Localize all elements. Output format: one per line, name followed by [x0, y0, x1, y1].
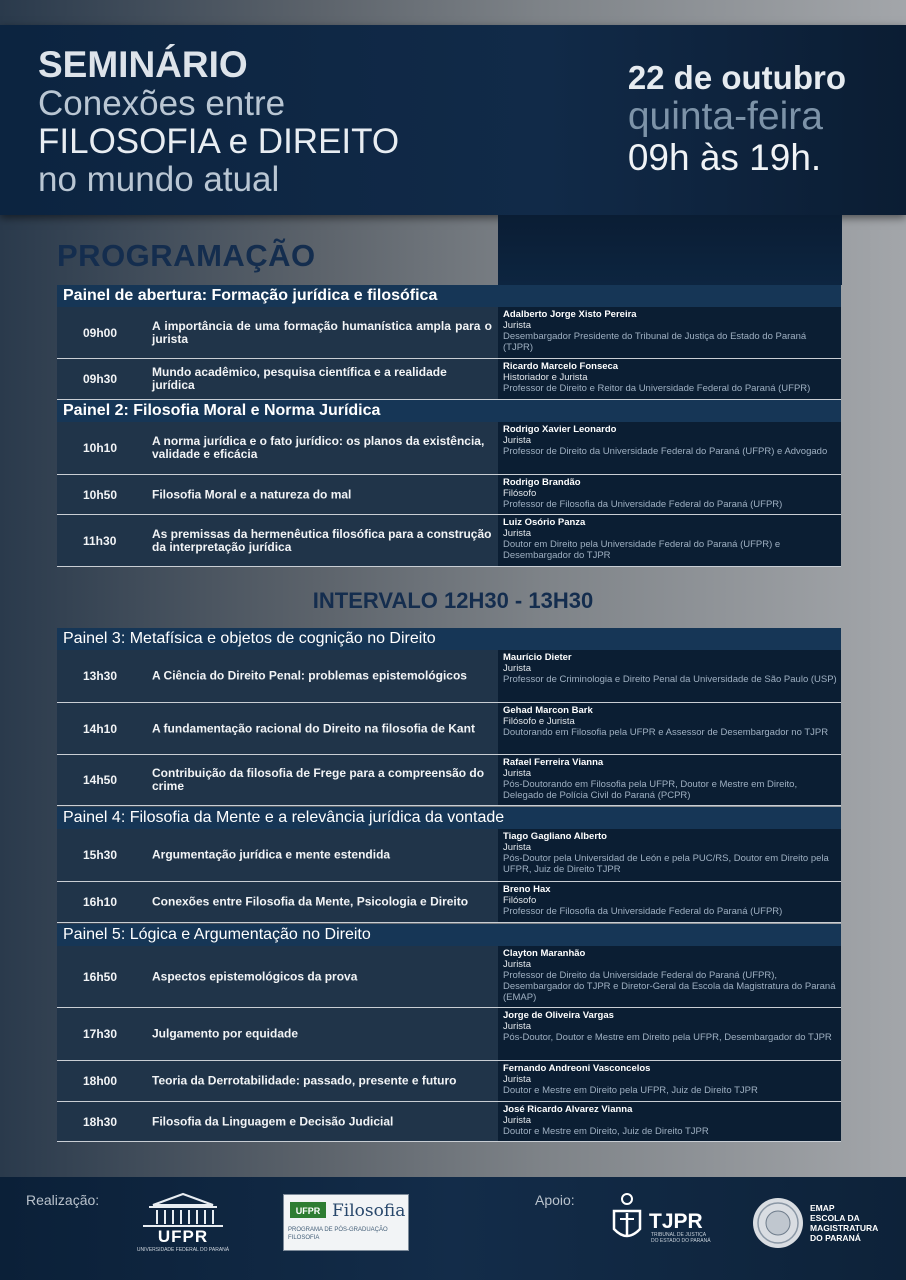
speaker-name: Breno Hax	[503, 884, 551, 895]
panel-header-3: Painel 3: Metafísica e objetos de cognição no Direito	[57, 628, 841, 650]
speaker-description: Doutor e Mestre em Direito pela UFPR, Juiz de Direito TJPR	[503, 1085, 758, 1096]
speaker-info	[498, 1102, 841, 1141]
speaker-name: José Ricardo Alvarez Vianna	[503, 1104, 633, 1115]
speaker-description: Professor de Direito da Universidade Federal do Paraná (UFPR), Desembargador do TJPR e Diretor-Geral da Escola da Magistratura do Paraná (EMAP)	[503, 970, 836, 1003]
speaker-description: Professor de Direito da Universidade Federal do Paraná (UFPR) e Advogado	[503, 446, 828, 457]
weekday-text: quinta-feira	[627, 95, 823, 138]
title-line-2: Conexões entre	[38, 84, 286, 123]
speaker-role: Filósofo e Jurista	[503, 716, 575, 727]
session-topic: A norma jurídica e o fato jurídico: os planos da existência, validade e eficácia	[152, 434, 485, 461]
session-row	[57, 946, 841, 1008]
speaker-description: Professor de Filosofia da Universidade Federal do Paraná (UFPR)	[503, 499, 783, 510]
date-text: 22 de outubro	[627, 59, 846, 96]
speaker-description: Professor de Direito e Reitor da Universidade Federal do Paraná (UFPR)	[503, 383, 811, 394]
panel-header-2: Painel 2: Filosofia Moral e Norma Jurídica	[57, 400, 841, 422]
speaker-role: Jurista	[503, 435, 531, 446]
speaker-info	[498, 515, 841, 566]
tjpr-logo-text: TJPR	[649, 1210, 703, 1233]
session-time: 13h30	[83, 669, 118, 683]
speaker-name: Rodrigo Brandão	[503, 477, 581, 488]
speaker-role: Jurista	[503, 768, 531, 779]
speaker-description: Professor de Filosofia da Universidade Federal do Paraná (UFPR)	[503, 906, 783, 917]
title-line-1: SEMINÁRIO	[38, 44, 248, 85]
emap-logo-text	[810, 1203, 878, 1243]
footer	[0, 1177, 906, 1280]
emap-seal-icon	[752, 1197, 804, 1249]
speaker-role: Jurista	[503, 663, 531, 674]
program-title: PROGRAMAÇÃO	[57, 238, 316, 273]
emap-line-2: ESCOLA DA	[810, 1213, 860, 1223]
filosofia-logo	[283, 1194, 409, 1251]
session-row	[57, 650, 841, 703]
speaker-role: Jurista	[503, 528, 531, 539]
speaker-info	[498, 1008, 841, 1060]
speaker-role: Jurista	[503, 1115, 531, 1126]
session-time: 16h10	[83, 895, 118, 909]
speaker-role: Filósofo	[503, 488, 537, 499]
session-time: 10h50	[83, 487, 118, 502]
session-topic: A Ciência do Direito Penal: problemas epistemológicos	[152, 668, 467, 683]
session-row	[57, 703, 841, 755]
filosofia-title: Filosofia	[332, 1201, 406, 1221]
speaker-description: Professor de Criminologia e Direito Penal da Universidade de São Paulo (USP)	[503, 674, 837, 685]
speaker-role: Jurista	[503, 1021, 531, 1032]
emap-line-3: MAGISTRATURA	[810, 1223, 879, 1233]
session-time: 14h50	[83, 773, 118, 787]
emap-line-1: EMAP	[810, 1203, 835, 1213]
realizacao-label: Realização:	[26, 1192, 100, 1208]
speaker-description: Desembargador Presidente do Tribunal de Justiça do Estado do Paraná (TJPR)	[503, 331, 807, 353]
speaker-role: Historiador e Jurista	[503, 372, 588, 383]
session-time: 18h30	[83, 1114, 118, 1129]
ufpr-logo-text: UFPR	[157, 1227, 209, 1246]
speaker-name: Fernando Andreoni Vasconcelos	[503, 1063, 651, 1074]
session-row	[57, 515, 841, 567]
break-label: INTERVALO 12H30 - 13H30	[312, 588, 594, 613]
speaker-role: Filósofo	[503, 895, 537, 906]
session-topic: Filosofia da Linguagem e Decisão Judicial	[152, 1114, 394, 1128]
session-time: 09h00	[83, 325, 118, 340]
speaker-role: Jurista	[503, 1074, 531, 1085]
speaker-role: Jurista	[503, 320, 531, 331]
ufpr-mini-icon	[290, 1202, 326, 1218]
tjpr-emblem-icon	[610, 1191, 644, 1249]
speaker-info	[498, 307, 841, 358]
panel-header-4: Painel 4: Filosofia da Mente e a relevância jurídica da vontade	[57, 807, 841, 829]
session-row	[57, 1102, 841, 1142]
tjpr-subtitle-line-1: TRIBUNAL DE JUSTIÇA	[651, 1232, 707, 1238]
emap-line-4: DO PARANÁ	[810, 1233, 861, 1243]
speaker-info	[498, 946, 841, 1007]
session-topic: Mundo acadêmico, pesquisa científica e a realidade jurídica	[152, 365, 447, 392]
tjpr-subtitle-line-2: DO ESTADO DO PARANÁ	[651, 1238, 711, 1244]
session-row	[57, 882, 841, 923]
speaker-role: Jurista	[503, 959, 531, 970]
session-topic: Teoria da Derrotabilidade: passado, presente e futuro	[152, 1073, 457, 1088]
filosofia-subtitle-line-2: FILOSOFIA	[288, 1235, 320, 1241]
speaker-info	[498, 882, 841, 922]
filosofia-subtitle	[288, 1226, 406, 1242]
speaker-name: Rodrigo Xavier Leonardo	[503, 424, 617, 435]
speaker-column-top	[498, 215, 842, 285]
speaker-name: Rafael Ferreira Vianna	[503, 757, 604, 768]
session-row	[57, 1061, 841, 1102]
speaker-name: Tiago Gagliano Alberto	[503, 831, 607, 842]
speaker-info	[498, 650, 841, 702]
panel-header-abertura: Painel de abertura: Formação jurídica e filosófica	[57, 285, 841, 307]
session-topic: Contribuição da filosofia de Frege para a compreensão do crime	[152, 766, 485, 793]
seminar-title	[38, 45, 399, 199]
speaker-info	[498, 755, 841, 805]
session-time: 16h50	[83, 969, 118, 984]
speaker-info	[498, 422, 841, 474]
session-time: 15h30	[83, 848, 118, 862]
tjpr-logo-subtitle	[651, 1232, 711, 1244]
session-time: 11h30	[83, 533, 117, 548]
session-row	[57, 1008, 841, 1061]
session-time: 14h10	[83, 721, 118, 736]
speaker-name: Jorge de Oliveira Vargas	[503, 1010, 614, 1021]
header-banner	[0, 25, 906, 215]
session-row	[57, 755, 841, 806]
speaker-description: Pós-Doutorando em Filosofia pela UFPR, Doutor e Mestre em Direito, Delegado de Polícia Civil do Paraná (PCPR)	[503, 779, 798, 801]
speaker-name: Ricardo Marcelo Fonseca	[503, 361, 619, 372]
session-row	[57, 359, 841, 400]
speaker-description: Pós-Doutor pela Universidad de León e pela PUC/RS, Doutor em Direito pela UFPR, Juiz de Direito TJPR	[503, 853, 829, 875]
speaker-description: Doutor e Mestre em Direito, Juiz de Direito TJPR	[503, 1126, 709, 1137]
session-row	[57, 475, 841, 515]
title-line-4: no mundo atual	[38, 160, 280, 199]
session-topic: Julgamento por equidade	[152, 1026, 299, 1041]
speaker-description: Pós-Doutor, Doutor e Mestre em Direito pela UFPR, Desembargador do TJPR	[503, 1032, 832, 1043]
session-time: 10h10	[83, 441, 118, 455]
session-time: 09h30	[83, 372, 118, 386]
speaker-description: Doutor em Direito pela Universidade Federal do Paraná (UFPR) e Desembargador do TJPR	[503, 539, 781, 561]
speaker-info	[498, 359, 841, 399]
session-topic: A importância de uma formação humanística ampla para o jurista	[152, 318, 492, 346]
apoio-label: Apoio:	[535, 1192, 575, 1208]
speaker-name: Clayton Maranhão	[503, 948, 586, 959]
session-row	[57, 829, 841, 882]
event-date	[628, 59, 846, 179]
speaker-name: Gehad Marcon Bark	[503, 705, 593, 716]
speaker-info	[498, 1061, 841, 1101]
session-topic: Argumentação jurídica e mente estendida	[152, 847, 391, 862]
ufpr-logo-subtitle: UNIVERSIDADE FEDERAL DO PARANÁ	[136, 1247, 230, 1253]
speaker-name: Luiz Osório Panza	[503, 517, 586, 528]
session-row	[57, 307, 841, 359]
svg-text:UFPR: UFPR	[295, 1206, 321, 1216]
session-row	[57, 422, 841, 475]
speaker-name: Maurício Dieter	[503, 652, 572, 663]
session-topic: As premissas da hermenêutica filosófica para a construção da interpretação jurídica	[152, 526, 492, 554]
session-time: 17h30	[83, 1027, 118, 1041]
title-line-3: FILOSOFIA e DIREITO	[38, 122, 400, 161]
speaker-description: Doutorando em Filosofia pela UFPR e Assessor de Desembargador no TJPR	[503, 727, 829, 738]
panel-header-5: Painel 5: Lógica e Argumentação no Direito	[57, 924, 841, 946]
speaker-info	[498, 703, 841, 754]
speaker-name: Adalberto Jorge Xisto Pereira	[503, 309, 637, 320]
session-topic: Conexões entre Filosofia da Mente, Psicologia e Direito	[152, 894, 469, 909]
session-topic: Aspectos epistemológicos da prova	[152, 969, 358, 983]
speaker-info	[498, 475, 841, 514]
hours-text: 09h às 19h.	[627, 137, 822, 178]
speaker-role: Jurista	[503, 842, 531, 853]
speaker-info	[498, 829, 841, 881]
session-time: 18h00	[83, 1074, 118, 1088]
session-topic: Filosofia Moral e a natureza do mal	[152, 487, 352, 501]
filosofia-subtitle-line-1: PROGRAMA DE PÓS-GRADUAÇÃO	[288, 1227, 388, 1233]
session-topic: A fundamentação racional do Direito na filosofia de Kant	[152, 721, 475, 735]
